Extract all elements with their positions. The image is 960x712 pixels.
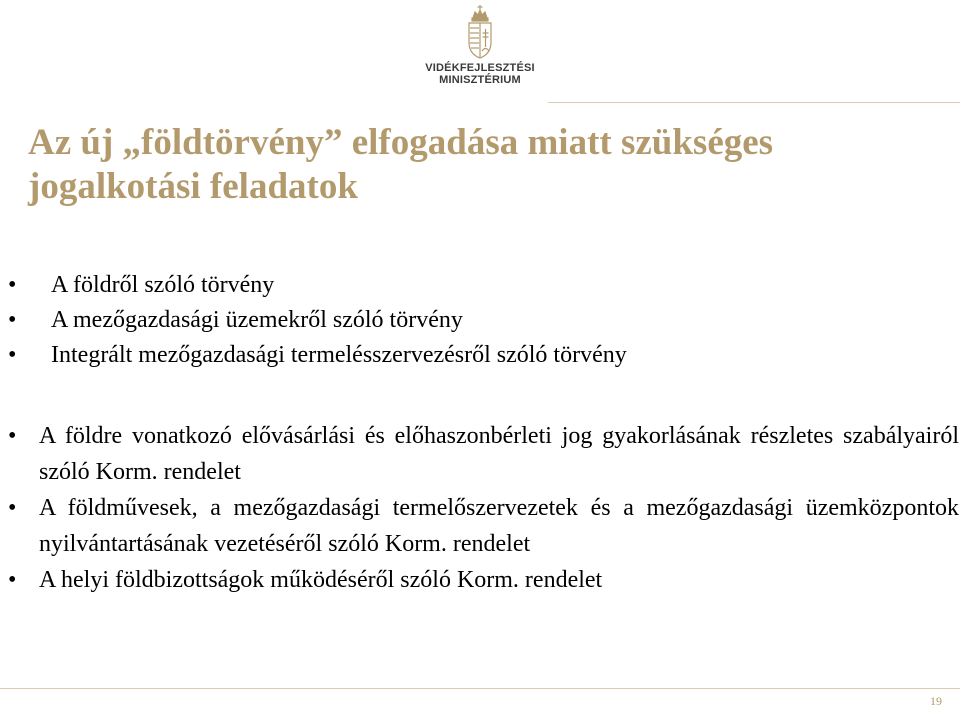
list-item-text: A földről szóló törvény (51, 272, 275, 298)
slide-title: Az új „földtörvény” elfogadása miatt szükséges jogalkotási feladatok (28, 122, 774, 207)
footer-divider (0, 688, 960, 689)
decrees-list (0, 418, 959, 598)
list-item (0, 268, 931, 303)
list-item-text: Integrált mezőgazdasági termelésszervezésről szóló törvény (51, 342, 627, 368)
bullet: • (8, 567, 17, 593)
page-number: 19 (930, 694, 942, 708)
list-item-text: A helyi földbizottságok működéséről szóló Korm. rendelet (39, 567, 603, 593)
list-item (0, 562, 959, 598)
bullet: • (8, 495, 17, 521)
ministry-name-line2: MINISZTÉRIUM (439, 74, 521, 86)
header-divider (548, 102, 960, 103)
list-item-text: A földművesek, a mezőgazdasági termelőszervezetek és a mezőgazdasági üzemközpontok nyilvántartásának vezetéséről szóló Korm. rendelet (39, 495, 959, 557)
list-item (0, 338, 931, 373)
laws-list (0, 268, 931, 373)
bullet: • (8, 342, 17, 368)
list-item (0, 490, 959, 562)
list-item-text: A mezőgazdasági üzemekről szóló törvény (51, 307, 463, 333)
bullet: • (8, 272, 17, 298)
ministry-logo (412, 4, 548, 96)
ministry-name-line1: VIDÉKFEJLESZTÉSI (425, 62, 535, 74)
bullet: • (8, 307, 17, 333)
list-item (0, 418, 959, 490)
hungarian-coat-of-arms-icon (465, 4, 495, 60)
bullet: • (8, 423, 17, 449)
list-item (0, 303, 931, 338)
list-item-text: A földre vonatkozó elővásárlási és előhaszonbérleti jog gyakorlásának részletes szabályairól szóló Korm. rendelet (39, 423, 959, 485)
